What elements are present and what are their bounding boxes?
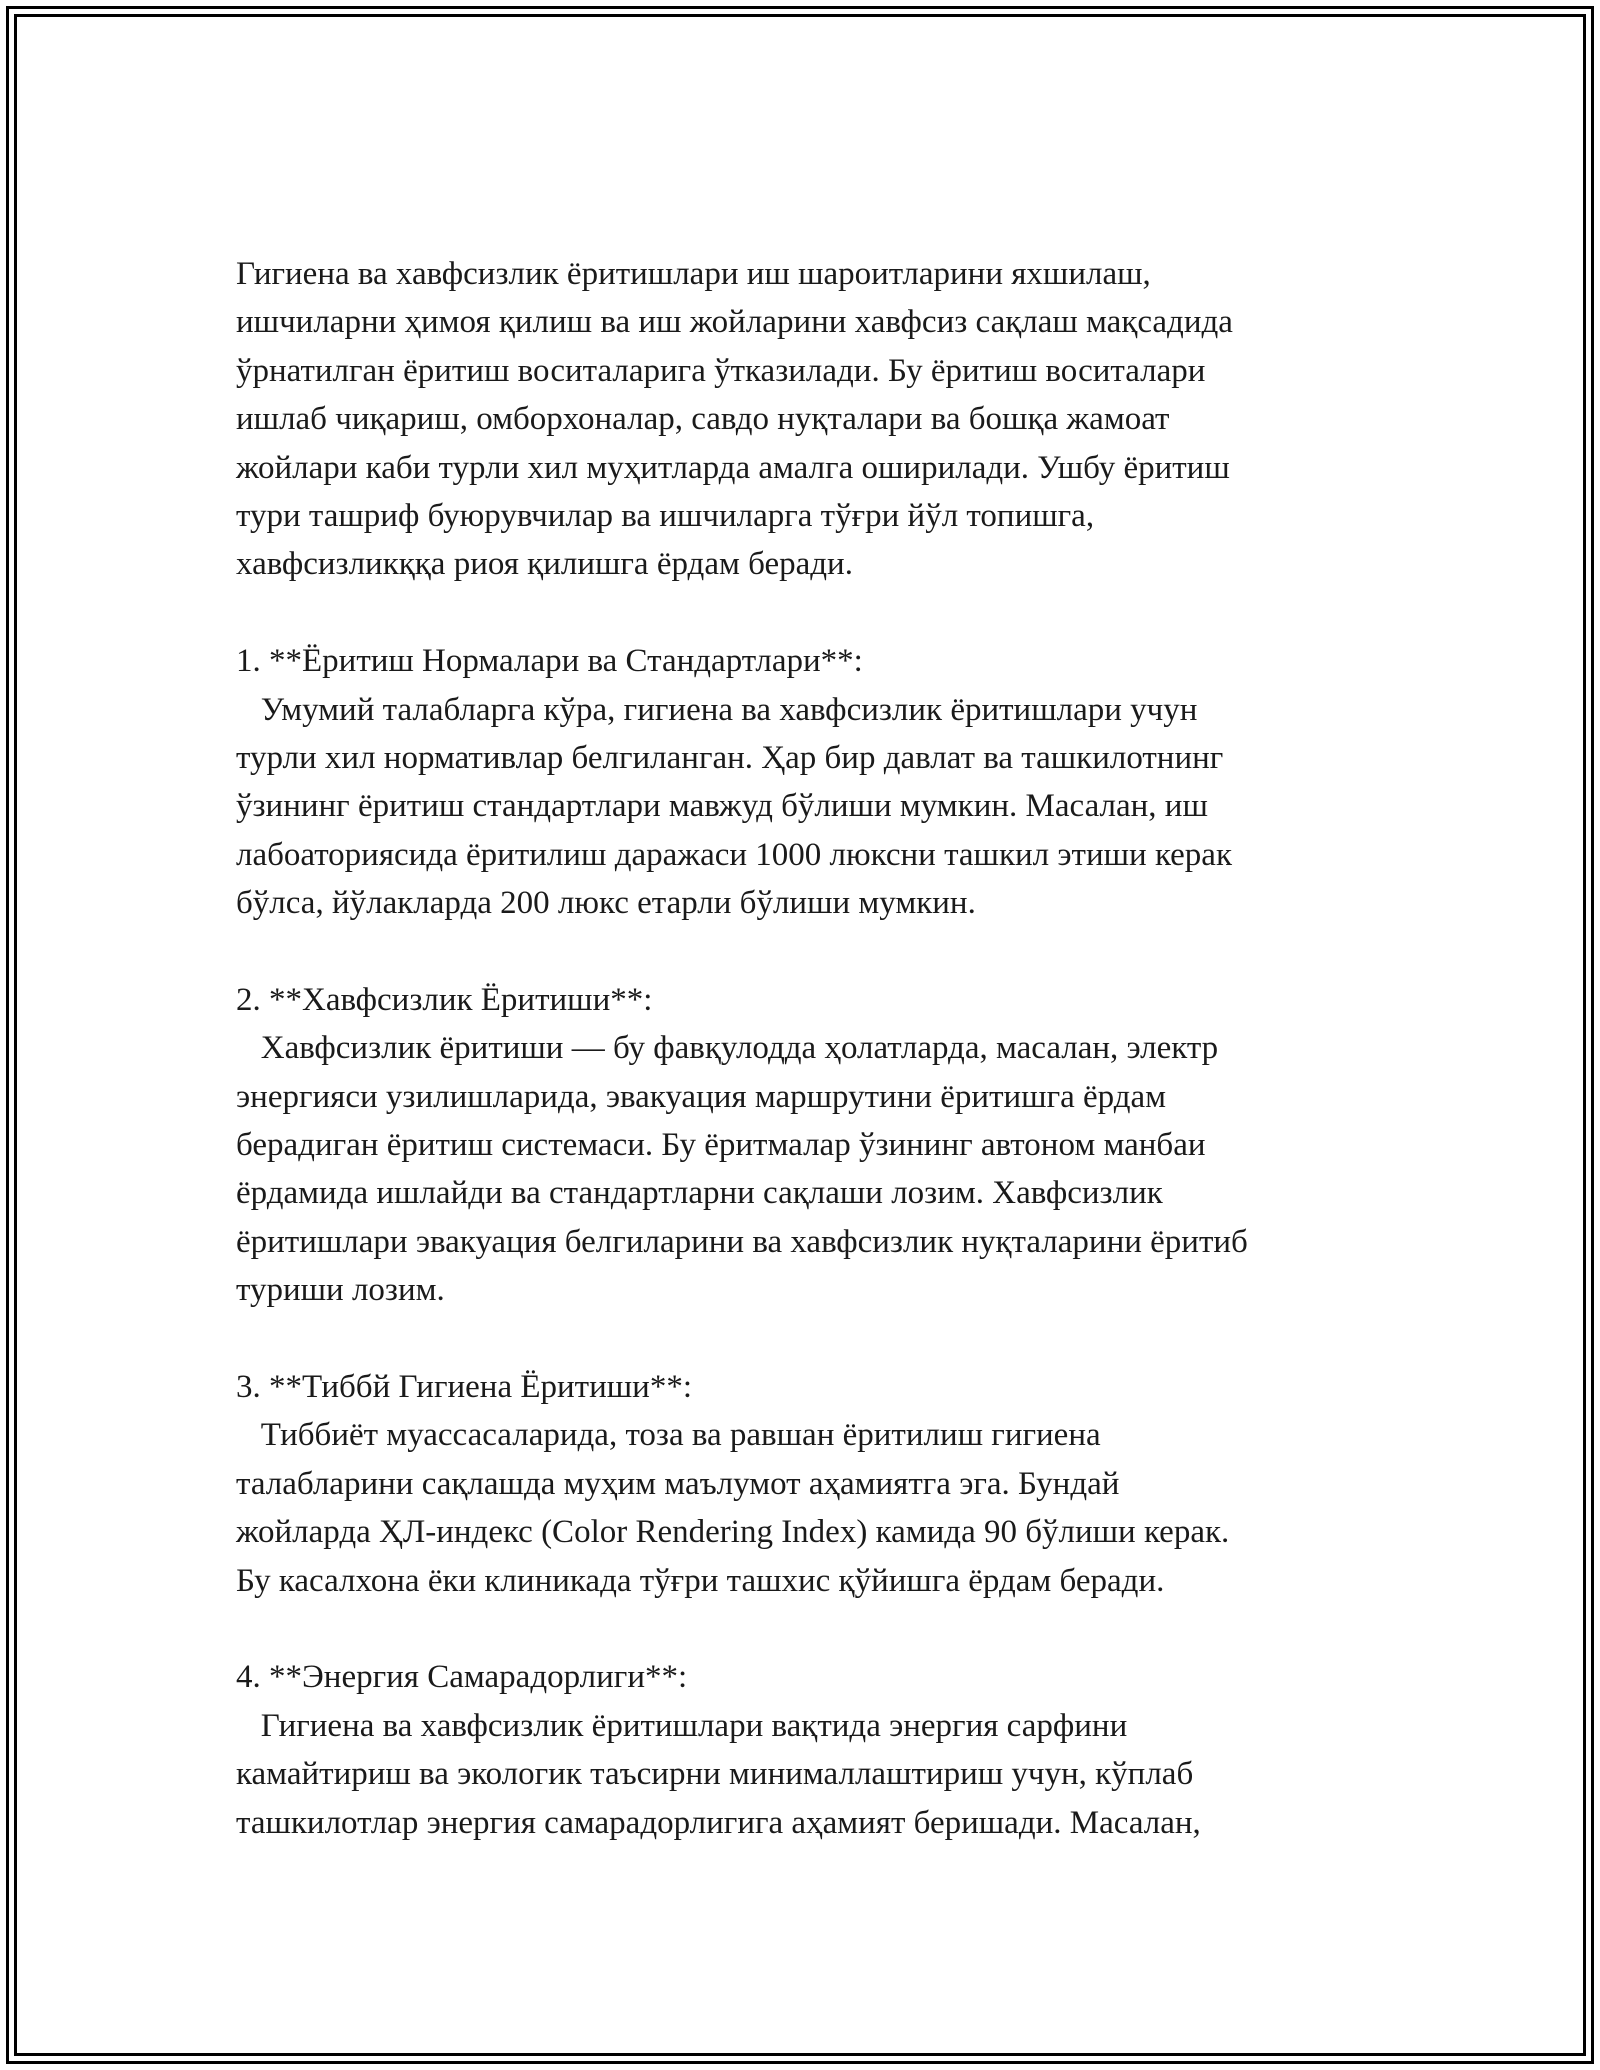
section-4 (236, 1653, 1386, 1847)
text-line: камайтириш ва экологик таъсирни минималлаштириш учун, кўплаб (236, 1756, 1194, 1793)
text-line: берадиган ёритиш системаси. Бу ёритмалар ўзининг автоном манбаи (236, 1127, 1206, 1164)
paragraph-gap (236, 589, 1386, 637)
text-line: Бу касалхона ёки клиникада тўғри ташхис қўйишга ёрдам беради. (236, 1562, 1165, 1599)
text-line: бўлса, йўлакларда 200 люкс етарли бўлиши мумкин. (236, 885, 976, 922)
paragraph-gap (236, 927, 1386, 975)
section-3 (236, 1363, 1386, 1605)
text-line: тури ташриф буюрувчилар ва ишчиларга тўғри йўл топишга, (236, 497, 1095, 534)
text-line: Умумий талабларга кўра, гигиена ва хавфсизлик ёритишлари учун (236, 691, 1198, 728)
text-line: ёритишлари эвакуация белгиларини ва хавфсизлик нуқталарини ёритиб (236, 1223, 1248, 1260)
section-heading: 1. **Ёритиш Нормалари ва Стандартлари**: (236, 643, 863, 680)
section-heading: 4. **Энергия Самарадорлиги**: (236, 1659, 688, 1696)
text-line: турли хил нормативлар белгиланган. Ҳар бир давлат ва ташкилотнинг (236, 739, 1224, 776)
text-line: талабларини сақлашда муҳим маълумот аҳамиятга эга. Бундай (236, 1465, 1120, 1502)
text-line: лабоаториясида ёритилиш даражаси 1000 люксни ташкил этиши керак (236, 836, 1232, 873)
text-line: туриши лозим. (236, 1272, 445, 1309)
text-line: ишлаб чиқариш, омборхоналар, савдо нуқталари ва бошқа жамоат (236, 401, 1170, 438)
section-1 (236, 637, 1386, 927)
text-line: Тиббиёт муассасаларида, тоза ва равшан ёритилиш гигиена (236, 1417, 1101, 1454)
paragraph-gap (236, 1605, 1386, 1653)
text-line: Хавфсизлик ёритиши — бу фавқулодда ҳолатларда, масалан, электр (236, 1030, 1219, 1067)
text-line: ишчиларни ҳимоя қилиш ва иш жойларини хавфсиз сақлаш мақсадида (236, 304, 1233, 341)
text-line: ўрнатилган ёритиш воситаларига ўтказилади. Бу ёритиш воситалари (236, 352, 1206, 389)
section-heading: 2. **Хавфсизлик Ёритиши**: (236, 981, 653, 1018)
section-heading: 3. **Тиббй Гигиена Ёритиши**: (236, 1368, 693, 1405)
text-line: жойлари каби турли хил муҳитларда амалга оширилади. Ушбу ёритиш (236, 449, 1230, 486)
text-line: Гигиена ва хавфсизлик ёритишлари иш шароитларини яхшилаш, (236, 256, 1151, 292)
paragraph-gap (236, 1315, 1386, 1363)
text-line: ўзининг ёритиш стандартлари мавжуд бўлиши мумкин. Масалан, иш (236, 788, 1208, 825)
intro-paragraph (236, 250, 1386, 589)
text-line: энергияси узилишларида, эвакуация маршрутини ёритишга ёрдам (236, 1078, 1167, 1115)
section-2 (236, 976, 1386, 1315)
text-line: жойларда ҲЛ-индекс (Color Rendering Index) камида 90 бўлиши керак. (236, 1514, 1230, 1551)
text-line: ёрдамида ишлайди ва стандартларни сақлаши лозим. Хавфсизлик (236, 1175, 1163, 1212)
document-body (236, 250, 1386, 1847)
text-line: ташкилотлар энергия самарадорлигига аҳамият беришади. Масалан, (236, 1804, 1201, 1841)
text-line: хавфсизликққа риоя қилишга ёрдам беради. (236, 546, 853, 583)
text-line: Гигиена ва хавфсизлик ёритишлари вақтида энергия сарфини (236, 1707, 1128, 1744)
